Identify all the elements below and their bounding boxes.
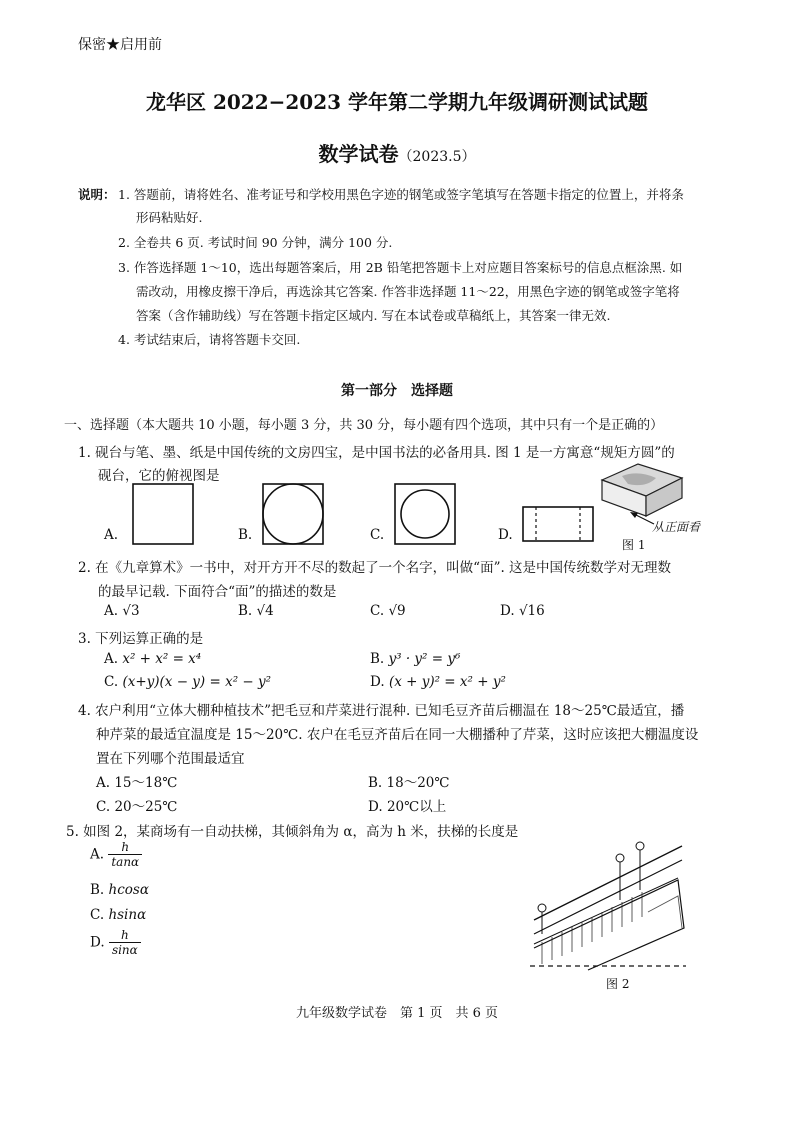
exam-date: （2023.5）	[398, 149, 476, 165]
option-label: A.	[96, 775, 111, 791]
q4-option-a[interactable]	[96, 771, 177, 791]
q5-line-1: 5. 如图 2，某商场有一自动扶梯，其倾斜角为 α，高为 h 米，扶梯的长度是	[66, 824, 519, 840]
figure-1-note: 从正面看	[652, 520, 701, 534]
option-label: B.	[368, 775, 383, 791]
q3-option-c[interactable]	[104, 674, 271, 690]
option-label: B.	[370, 651, 385, 667]
q2-option-a[interactable]	[104, 603, 140, 619]
option-value: 20℃以上	[386, 799, 447, 815]
fraction-numerator: h	[108, 840, 142, 855]
q1-line-1: 1. 砚台与笔、墨、纸是中国传统的文房四宝，是中国书法的必备用具. 图 1 是一方寓意“规矩方圆”的	[78, 445, 675, 461]
option-label: C.	[370, 603, 385, 619]
q3-option-d[interactable]	[370, 674, 506, 690]
option-value: hcosα	[108, 882, 149, 898]
q2-option-d[interactable]	[500, 603, 545, 619]
option-value: y³ · y² = y⁶	[388, 651, 461, 667]
q4-option-b[interactable]	[368, 771, 449, 791]
q1-option-b-figure	[262, 483, 324, 545]
option-label: C.	[90, 907, 105, 923]
q5-option-b[interactable]	[90, 882, 149, 898]
option-value: 18～20℃	[386, 775, 450, 791]
q3-line-1: 3. 下列运算正确的是	[78, 631, 204, 647]
q1-line-2: 砚台，它的俯视图是	[98, 468, 220, 484]
q2-line-2: 的最早记载. 下面符合“面”的描述的数是	[98, 584, 337, 600]
option-fraction	[109, 928, 141, 957]
figure-2-caption: 图 2	[606, 977, 630, 991]
instruction-3-line-3: 答案（含作辅助线）写在答题卡指定区域内. 写在本试卷或草稿纸上，其答案一律无效.	[136, 308, 611, 323]
option-value: √4	[256, 603, 274, 619]
confidential-label: 保密★启用前	[78, 37, 162, 53]
instruction-1-line-2: 形码粘贴好.	[136, 210, 203, 225]
instruction-4: 4. 考试结束后，请将答题卡交回.	[118, 332, 301, 347]
page-footer: 九年级数学试卷 第 1 页 共 6 页	[295, 1006, 499, 1021]
q4-line-1: 4. 农户利用“立体大棚种植技术”把毛豆和芹菜进行混种. 已知毛豆齐苗后棚温在 18～25℃最适宜，播	[78, 703, 685, 719]
instruction-3-line-2: 需改动，用橡皮擦干净后，再选涂其它答案. 作答非选择题 11～22，用黑色字迹的钢笔或签字笔将	[136, 284, 680, 299]
option-value: (x+y)(x − y) = x² − y²	[122, 674, 272, 690]
option-value: √3	[122, 603, 140, 619]
section-heading: 一、选择题（本大题共 10 小题，每小题 3 分，共 30 分，每小题有四个选项，其中只有一个是正确的）	[64, 418, 664, 433]
q2-option-c[interactable]	[370, 603, 406, 619]
instruction-3-line-1: 3. 作答选择题 1～10，选出每题答案后，用 2B 铅笔把答题卡上对应题目答案标号的信息点框涂黑. 如	[118, 260, 683, 275]
option-label: D.	[500, 603, 515, 619]
q5-option-d[interactable]	[90, 928, 141, 957]
option-label: A.	[90, 846, 105, 863]
escalator-figure	[528, 838, 690, 974]
section-title: 第一部分 选择题	[341, 383, 453, 399]
q1-option-d-figure	[522, 506, 594, 542]
option-label: B.	[238, 603, 253, 619]
q2-line-1: 2. 在《九章算术》一书中，对开方开不尽的数起了一个名字，叫做“面”. 这是中国传统数学对无理数	[78, 560, 672, 576]
q1-option-a-label[interactable]: A.	[104, 527, 119, 543]
exam-title: 龙华区 2022−2023 学年第二学期九年级调研测试试题	[145, 90, 648, 114]
q2-option-b[interactable]	[238, 603, 274, 619]
q4-line-2: 种芹菜的最适宜温度是 15～20℃. 农户在毛豆齐苗后在同一大棚播种了芹菜，这时应该把大棚温度设	[96, 727, 699, 743]
option-label: B.	[90, 882, 105, 898]
option-value: 20～25℃	[114, 799, 178, 815]
option-label: D.	[90, 934, 105, 951]
exam-subtitle	[0, 138, 794, 167]
instruction-1-line-1: 1. 答题前，请将姓名、准考证号和学校用黑色字迹的钢笔或签字笔填写在答题卡指定的位置上，并将条	[118, 187, 684, 202]
option-value: 15～18℃	[114, 775, 178, 791]
fraction-numerator: h	[109, 928, 141, 943]
figure-1-caption: 图 1	[622, 538, 646, 552]
q5-option-c[interactable]	[90, 907, 146, 923]
q1-option-a-figure	[132, 483, 194, 545]
q4-option-c[interactable]	[96, 795, 177, 815]
subject-title: 数学试卷	[318, 142, 399, 166]
instructions-label: 说明：	[78, 187, 116, 202]
q4-line-3: 置在下列哪个范围最适宜	[96, 751, 245, 767]
q3-option-b[interactable]	[370, 651, 460, 667]
fraction-denominator: tanα	[111, 855, 140, 869]
option-value: x² + x² = x⁴	[122, 651, 202, 667]
option-label: A.	[104, 651, 119, 667]
fraction-denominator: sinα	[111, 943, 138, 957]
option-value: hsinα	[108, 907, 147, 923]
option-value: (x + y)² = x² + y²	[388, 674, 506, 690]
option-value: √9	[388, 603, 406, 619]
option-label: D.	[368, 799, 383, 815]
q1-option-b-label[interactable]: B.	[238, 527, 253, 543]
option-fraction	[108, 840, 142, 869]
option-label: A.	[104, 603, 119, 619]
instruction-2: 2. 全卷共 6 页. 考试时间 90 分钟，满分 100 分.	[118, 235, 393, 250]
q5-option-a[interactable]	[90, 840, 142, 869]
q4-option-d[interactable]	[368, 795, 446, 815]
q1-option-d-label[interactable]: D.	[498, 527, 513, 543]
option-label: D.	[370, 674, 385, 690]
option-label: C.	[104, 674, 119, 690]
option-value: √16	[518, 603, 545, 619]
q1-option-c-figure	[394, 483, 456, 545]
option-label: C.	[96, 799, 111, 815]
q1-option-c-label[interactable]: C.	[370, 527, 385, 543]
q3-option-a[interactable]	[104, 651, 201, 667]
